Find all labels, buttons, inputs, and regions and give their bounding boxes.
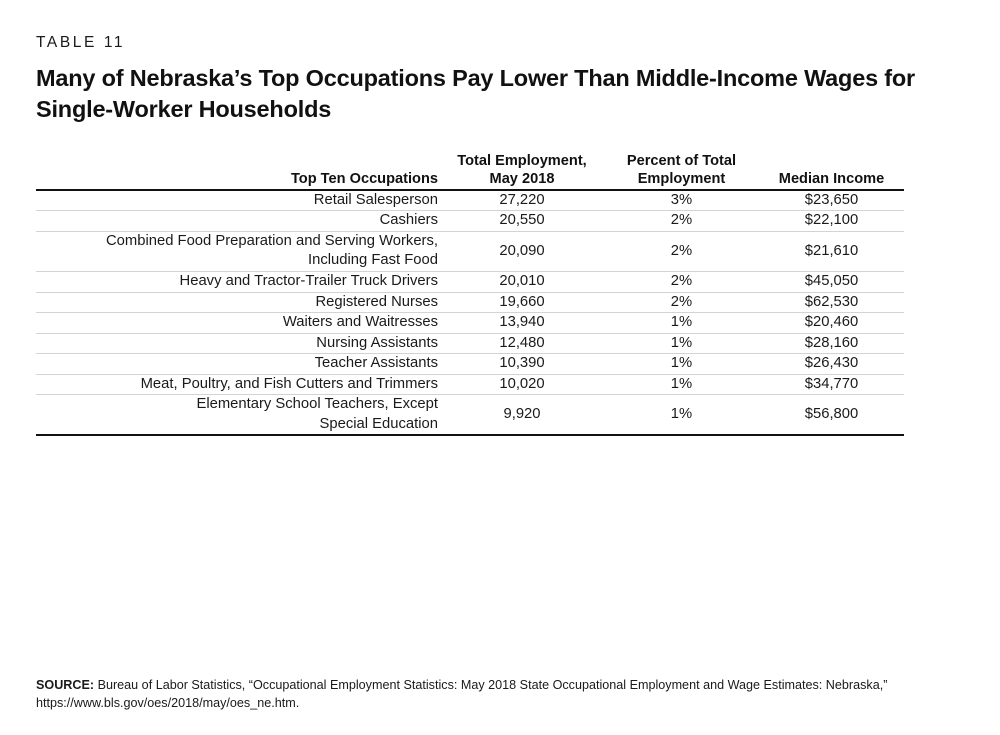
occupation-line2: Including Fast Food bbox=[308, 252, 438, 269]
column-header-employment-line2: May 2018 bbox=[489, 171, 555, 188]
cell-employment: 19,660 bbox=[440, 292, 604, 313]
column-header-employment-line1: Total Employment, bbox=[457, 152, 587, 169]
occupation-line1: Meat, Poultry, and Fish Cutters and Trimmers bbox=[140, 375, 438, 392]
occupation-line1: Heavy and Tractor-Trailer Truck Drivers bbox=[179, 272, 438, 289]
column-header-income: Median Income bbox=[778, 171, 885, 188]
cell-income: $62,530 bbox=[759, 292, 904, 313]
column-header-employment bbox=[440, 152, 604, 190]
table-row bbox=[36, 313, 904, 334]
cell-employment: 13,940 bbox=[440, 313, 604, 334]
cell-percent: 1% bbox=[604, 354, 759, 375]
table-row bbox=[36, 190, 904, 211]
cell-income: $20,460 bbox=[759, 313, 904, 334]
table-row bbox=[36, 292, 904, 313]
cell-employment: 20,010 bbox=[440, 271, 604, 292]
column-header-percent bbox=[604, 152, 759, 190]
cell-income: $26,430 bbox=[759, 354, 904, 375]
occupation-line1: Registered Nurses bbox=[315, 293, 438, 310]
occupation-line1: Elementary School Teachers, Except bbox=[196, 396, 438, 413]
cell-percent: 2% bbox=[604, 271, 759, 292]
column-header-percent-line2: Employment bbox=[637, 171, 726, 188]
column-header-occupations: Top Ten Occupations bbox=[290, 171, 438, 188]
cell-income: $45,050 bbox=[759, 271, 904, 292]
cell-occupation bbox=[36, 374, 440, 395]
source-text: Bureau of Labor Statistics, “Occupational Employment Statistics: May 2018 State Occupational Employment and Wage Estimates: Nebraska,” https://www.bls.gov/oes/2018/may/oes_ne.htm. bbox=[36, 678, 888, 711]
cell-percent: 1% bbox=[604, 395, 759, 436]
occupation-line1: Retail Salesperson bbox=[313, 191, 438, 208]
cell-employment: 12,480 bbox=[440, 333, 604, 354]
table-row bbox=[36, 231, 904, 271]
occupation-line1: Waiters and Waitresses bbox=[282, 314, 438, 331]
table-header-row bbox=[36, 152, 904, 190]
cell-employment: 20,090 bbox=[440, 231, 604, 271]
table-body bbox=[36, 190, 904, 435]
table-row bbox=[36, 395, 904, 436]
cell-income: $34,770 bbox=[759, 374, 904, 395]
source-note bbox=[36, 676, 936, 713]
cell-employment: 10,390 bbox=[440, 354, 604, 375]
table-number: TABLE 11 bbox=[36, 34, 126, 51]
cell-percent: 2% bbox=[604, 231, 759, 271]
cell-occupation bbox=[36, 313, 440, 334]
cell-employment: 10,020 bbox=[440, 374, 604, 395]
table-head bbox=[36, 152, 904, 190]
table-row bbox=[36, 333, 904, 354]
occupation-line1: Nursing Assistants bbox=[316, 334, 438, 351]
occupation-line1: Cashiers bbox=[379, 212, 438, 229]
table-row bbox=[36, 211, 904, 232]
occupation-line2: Special Education bbox=[319, 415, 438, 432]
occupation-line1: Combined Food Preparation and Serving Workers, bbox=[105, 232, 438, 249]
cell-percent: 3% bbox=[604, 190, 759, 211]
cell-percent: 2% bbox=[604, 292, 759, 313]
cell-occupation bbox=[36, 190, 440, 211]
cell-occupation bbox=[36, 333, 440, 354]
cell-income: $21,610 bbox=[759, 231, 904, 271]
cell-occupation bbox=[36, 292, 440, 313]
cell-percent: 2% bbox=[604, 211, 759, 232]
cell-income: $22,100 bbox=[759, 211, 904, 232]
cell-income: $56,800 bbox=[759, 395, 904, 436]
occupations-table bbox=[36, 152, 904, 437]
cell-occupation bbox=[36, 395, 440, 436]
column-header-percent-line1: Percent of Total bbox=[626, 152, 737, 169]
page-title: Many of Nebraska’s Top Occupations Pay Lower Than Middle-Income Wages for Single-Worker Households bbox=[36, 65, 915, 123]
source-label: SOURCE: bbox=[36, 678, 95, 692]
cell-percent: 1% bbox=[604, 374, 759, 395]
cell-occupation bbox=[36, 231, 440, 271]
cell-employment: 27,220 bbox=[440, 190, 604, 211]
cell-percent: 1% bbox=[604, 313, 759, 334]
cell-occupation bbox=[36, 211, 440, 232]
occupation-line1: Teacher Assistants bbox=[314, 355, 438, 372]
table-row bbox=[36, 271, 904, 292]
table-row bbox=[36, 374, 904, 395]
cell-income: $28,160 bbox=[759, 333, 904, 354]
cell-percent: 1% bbox=[604, 333, 759, 354]
cell-occupation bbox=[36, 271, 440, 292]
cell-employment: 20,550 bbox=[440, 211, 604, 232]
cell-income: $23,650 bbox=[759, 190, 904, 211]
cell-employment: 9,920 bbox=[440, 395, 604, 436]
table-row bbox=[36, 354, 904, 375]
cell-occupation bbox=[36, 354, 440, 375]
